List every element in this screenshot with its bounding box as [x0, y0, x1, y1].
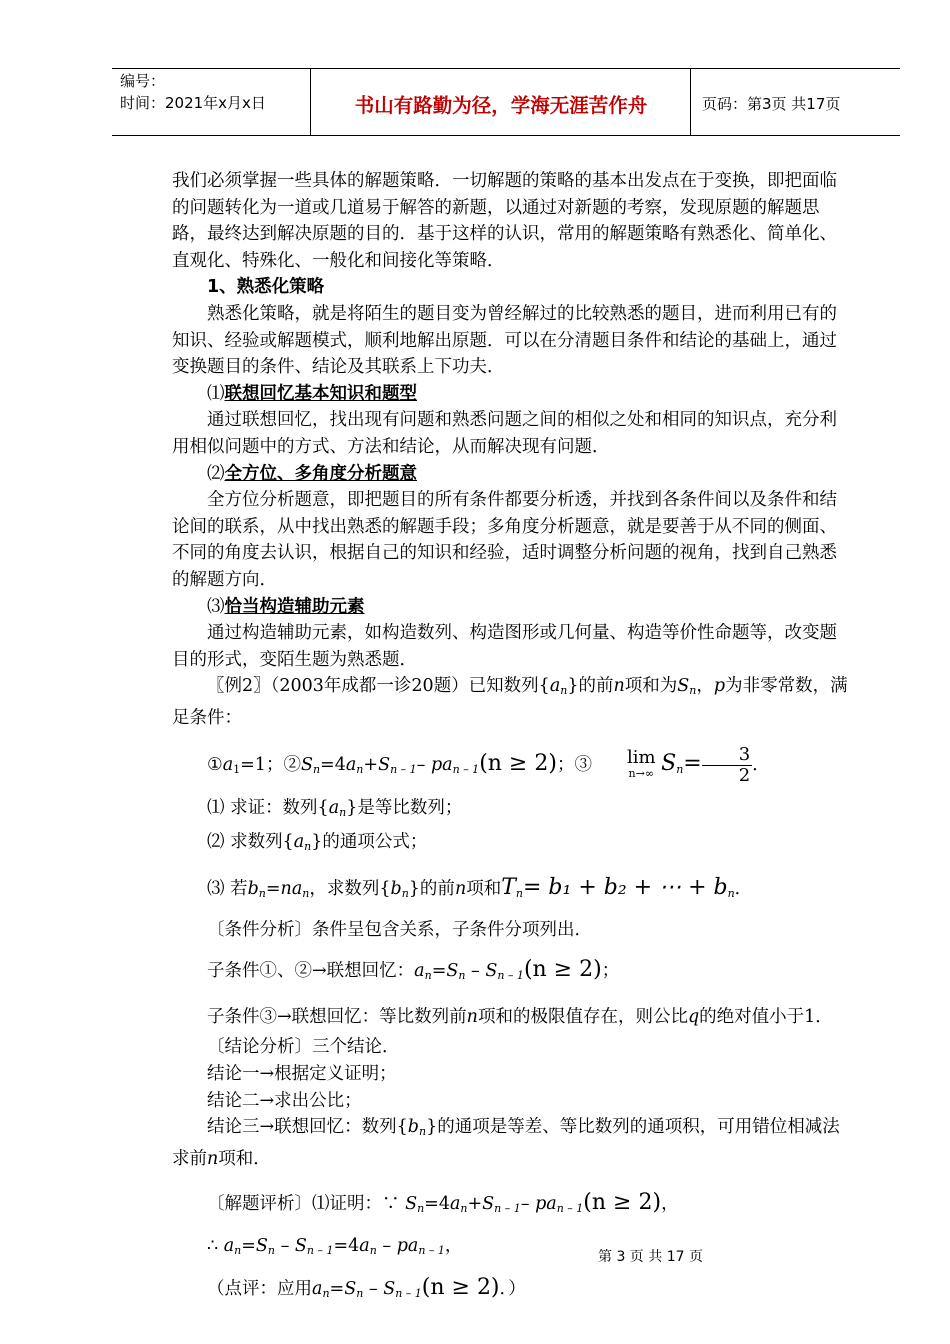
example-conditions: $①a_1=1$；$②S_n=4a_n+S_{n - 1}-$ $pa_{n - 1}(n \ge 2)$；③ lim n→∞ $S_n=$ $\frac{3}{2}$ ．: [207, 744, 770, 787]
header-meta: [120, 70, 266, 114]
conclusion-1: 结论一→根据定义证明；: [207, 1064, 397, 1085]
text: =1；②: [240, 755, 301, 776]
fraction-three-halves: [702, 745, 752, 786]
doc-time-label: 时间：2021年x月x日: [120, 94, 266, 112]
subheading-1: [172, 381, 852, 408]
subheading-2: [172, 461, 852, 488]
condition-analysis: 〔条件分析〕条件呈包含关系，子条件分项列出．: [207, 919, 592, 940]
section-heading-familiarization: [172, 274, 852, 301]
header-top-rule: [112, 68, 900, 69]
subheading-1-num: ⑴: [207, 383, 225, 404]
subheading-2-text: 全方位、多角度分析题意: [224, 463, 417, 484]
limit-operator: [592, 746, 656, 782]
text: 项和的极限值存在，则公比: [477, 1006, 688, 1027]
header-divider-left: [310, 68, 311, 136]
conclusion-analysis: 〔结论分析〕三个结论．: [207, 1037, 400, 1058]
question-2: ⑵ 求数列$\{a_n\}$的通项公式；: [207, 832, 428, 854]
text: 3: [702, 745, 752, 766]
paragraph-construct: 通过构造辅助元素，如构造数列、构造图形或几何量、构造等价性命题等，改变题目的形式，变陌生题为熟悉题．: [172, 623, 837, 670]
subheading-2-num: ⑵: [207, 463, 225, 484]
example-statement: 〖例2〗（2003年成都一诊20题）已知数列$\{a_n\}$的前n项和为$S_n$，p为非零常数，满足条件：: [172, 676, 848, 728]
text: 项和: [466, 878, 502, 899]
text: ⑴ 求证：数列{: [207, 798, 329, 819]
page-header: [112, 68, 900, 136]
text: }的通项是等差、等比数列的通项积，可用错位相减法求前: [172, 1117, 840, 1169]
sub-condition-12: 子条件①、②→联想回忆：$a_n=S_n - S_{n - 1}(n \ge 2)$；: [207, 957, 620, 983]
doc-number-label: 编号：: [120, 72, 166, 90]
heading-text: 1、熟悉化策略: [207, 277, 325, 298]
text: =4: [320, 755, 346, 776]
text: ，: [696, 676, 714, 697]
text: 为非零常数，满足条件：: [172, 676, 848, 728]
question-1: ⑴ 求证：数列$\{a_n\}$是等比数列；: [207, 798, 463, 820]
text: 的绝对值小于1．: [699, 1006, 833, 1027]
text: ⑶ 若: [207, 878, 248, 899]
text: 〔解题评析〕⑴证明：∵: [207, 1194, 406, 1215]
conclusion-3: 结论三→联想回忆：数列$\{b_n\}$的通项是等差、等比数列的通项积，可用错位相减法求前n项和．: [172, 1117, 840, 1169]
text: 2: [738, 765, 751, 787]
paragraph-recall: 通过联想回忆，找出现有问题和熟悉问题之间的相似之处和相同的知识点，充分利用相似问题中的方式、方法和结论，从而解决现有问题．: [172, 410, 837, 457]
text: (n ≥ 2): [479, 751, 557, 777]
text: 子条件①、②→联想回忆：: [207, 961, 415, 982]
text: ．）: [499, 1278, 526, 1299]
text: =: [683, 751, 702, 777]
text: }的前: [567, 676, 614, 697]
paragraph-analysis: 全方位分析题意，即把题目的所有条件都要分析透，并找到各条件间以及条件和结论间的联系，从中找出熟悉的解题手段；多角度分析题意，就是要善于从不同的侧面、不同的角度去认识，根据自己的知识和经验，适时调整分析问题的视角，找到自己熟悉的解题方向．: [172, 490, 837, 590]
page-footer: 第 3 页 共 17 页: [598, 1249, 703, 1265]
subheading-3-num: ⑶: [207, 596, 225, 617]
text: –: [416, 755, 431, 776]
text: 子条件③→联想回忆：等比数列前: [207, 1006, 467, 1027]
subheading-3-text: 恰当构造辅助元素: [224, 596, 365, 617]
solution-intro: 〔解题评析〕⑴证明：∵ $S_n=4a_n+S_{n - 1}-$ $pa_{n - 1}(n \ge 2)$，: [207, 1190, 679, 1216]
subheading-3: [172, 594, 852, 621]
paragraph-intro: 我们必须掌握一些具体的解题策略．一切解题的策略的基本出发点在于变换，即把面临的问题转化为一道或几道易于解答的新题，以通过对新题的考察，发现原题的解题思路，最终达到解决原题的目的．基于这样的认识，常用的解题策略有熟悉化、简单化、直观化、特殊化、一般化和间接化等策略．: [172, 171, 837, 271]
text: –: [465, 961, 486, 982]
sub-condition-3: 子条件③→联想回忆：等比数列前n项和的极限值存在，则公比q的绝对值小于1．: [207, 1006, 833, 1027]
text: 〖例2〗（2003年成都一诊20题）已知数列{: [207, 676, 550, 697]
solution-step: ∴ $a_n=S_n - S_{n - 1}=4a_n - pa_{n - 1}$，: [207, 1236, 463, 1257]
text: 项和为: [624, 676, 678, 697]
document-body: [172, 168, 852, 1307]
text: }是等比数列；: [346, 798, 463, 819]
text: 项和．: [218, 1148, 271, 1169]
text: （点评：应用: [207, 1278, 312, 1299]
text: ；③: [556, 755, 592, 776]
text: }的前: [408, 878, 455, 899]
header-motto: 书山有路勤为径，学海无涯苦作舟: [354, 94, 648, 117]
solution-comment: （点评：应用$a_n=S_n - S_{n - 1}(n \ge 2)$．）: [207, 1274, 526, 1300]
header-divider-right: [690, 68, 691, 136]
text: }的通项公式；: [311, 832, 428, 853]
text: 结论三→联想回忆：数列{: [207, 1117, 408, 1138]
text: ∴: [207, 1236, 224, 1256]
question-3: ⑶ 若$b_n=na_n$，求数列$\{b_n\}$的前n项和$T_n= b_1 + b_2$ + ⋯ + $b_n$．: [207, 874, 753, 900]
conclusion-2: 结论二→求出公比；: [207, 1090, 362, 1111]
text: ，求数列{: [309, 878, 391, 899]
text: +: [363, 755, 379, 776]
text: = b₁ + b₂ + ⋯ + b: [523, 874, 728, 900]
text: ①: [207, 755, 223, 776]
header-page-info: 页码：第3页 共17页: [702, 95, 841, 113]
text: ⑵ 求数列{: [207, 832, 294, 853]
header-bottom-rule: [112, 135, 900, 136]
text: n→∞: [628, 766, 654, 780]
text: =: [265, 878, 281, 899]
subheading-1-text: 联想回忆基本知识和题型: [224, 383, 417, 404]
text: lim: [626, 746, 656, 768]
text: =: [431, 961, 447, 982]
paragraph-familiarization: 熟悉化策略，就是将陌生的题目变为曾经解过的比较熟悉的题目，进而利用已有的知识、经验或解题模式，顺利地解出原题．可以在分清题目条件和结论的基础上，通过变换题目的条件、结论及其联系上下功夫．: [172, 303, 837, 378]
